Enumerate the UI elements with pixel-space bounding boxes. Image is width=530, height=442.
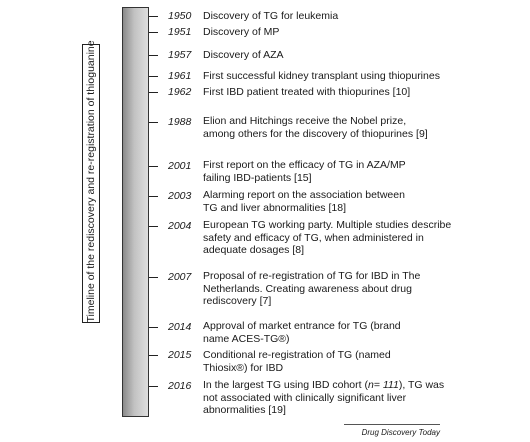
footer-divider xyxy=(344,424,440,425)
event-year: 1951 xyxy=(168,26,192,38)
event-description: In the largest TG using IBD cohort (n= 111), TG was not associated with clinically significant liver abnormalities [19] xyxy=(203,379,445,416)
timeline-tick xyxy=(149,92,158,93)
event-description: First IBD patient treated with thiopurines [10] xyxy=(203,86,411,98)
timeline-tick xyxy=(149,16,158,17)
event-year: 1950 xyxy=(168,10,192,22)
side-label: Timeline of the rediscovery and re-registration of thioguanine xyxy=(85,40,97,323)
timeline-tick xyxy=(149,55,158,56)
event-year: 1988 xyxy=(168,116,192,128)
event-year: 2004 xyxy=(168,220,192,232)
timeline-tick xyxy=(149,122,158,123)
event-description: Elion and Hitchings receive the Nobel prize, among others for the discovery of thiopurines [9] xyxy=(203,115,428,140)
event-description: First successful kidney transplant using thiopurines xyxy=(203,70,440,82)
timeline-tick xyxy=(149,32,158,33)
timeline-tick xyxy=(149,355,158,356)
timeline-tick xyxy=(149,196,158,197)
event-year: 1962 xyxy=(168,86,192,98)
event-year: 1961 xyxy=(168,70,192,82)
event-description: Conditional re-registration of TG (named Thiosix®) for IBD xyxy=(203,349,391,374)
timeline-tick xyxy=(149,226,158,227)
event-description: Discovery of MP xyxy=(203,26,280,38)
event-description: Alarming report on the association between TG and liver abnormalities [18] xyxy=(203,189,405,214)
timeline-tick xyxy=(149,386,158,387)
event-year: 2015 xyxy=(168,349,192,361)
timeline-tick xyxy=(149,76,158,77)
event-description: Discovery of AZA xyxy=(203,49,284,61)
timeline-tick xyxy=(149,327,158,328)
event-year: 1957 xyxy=(168,49,192,61)
timeline-tick xyxy=(149,277,158,278)
event-year: 2001 xyxy=(168,160,192,172)
timeline-tick xyxy=(149,166,158,167)
event-year: 2014 xyxy=(168,321,192,333)
event-description: Proposal of re-registration of TG for IBD in The Netherlands. Creating awareness about drug rediscovery [7] xyxy=(203,270,421,307)
journal-credit: Drug Discovery Today xyxy=(361,428,440,437)
event-description: Discovery of TG for leukemia xyxy=(203,10,339,22)
timeline-bar xyxy=(122,7,149,417)
event-description: European TG working party. Multiple studies describe safety and efficacy of TG, when administered in adequate dosages [8] xyxy=(203,219,452,256)
event-year: 2016 xyxy=(168,380,192,392)
event-description: First report on the efficacy of TG in AZA/MP failing IBD-patients [15] xyxy=(203,159,406,184)
event-description: Approval of market entrance for TG (brand name ACES-TG®) xyxy=(203,320,401,345)
event-year: 2003 xyxy=(168,190,192,202)
event-year: 2007 xyxy=(168,271,192,283)
